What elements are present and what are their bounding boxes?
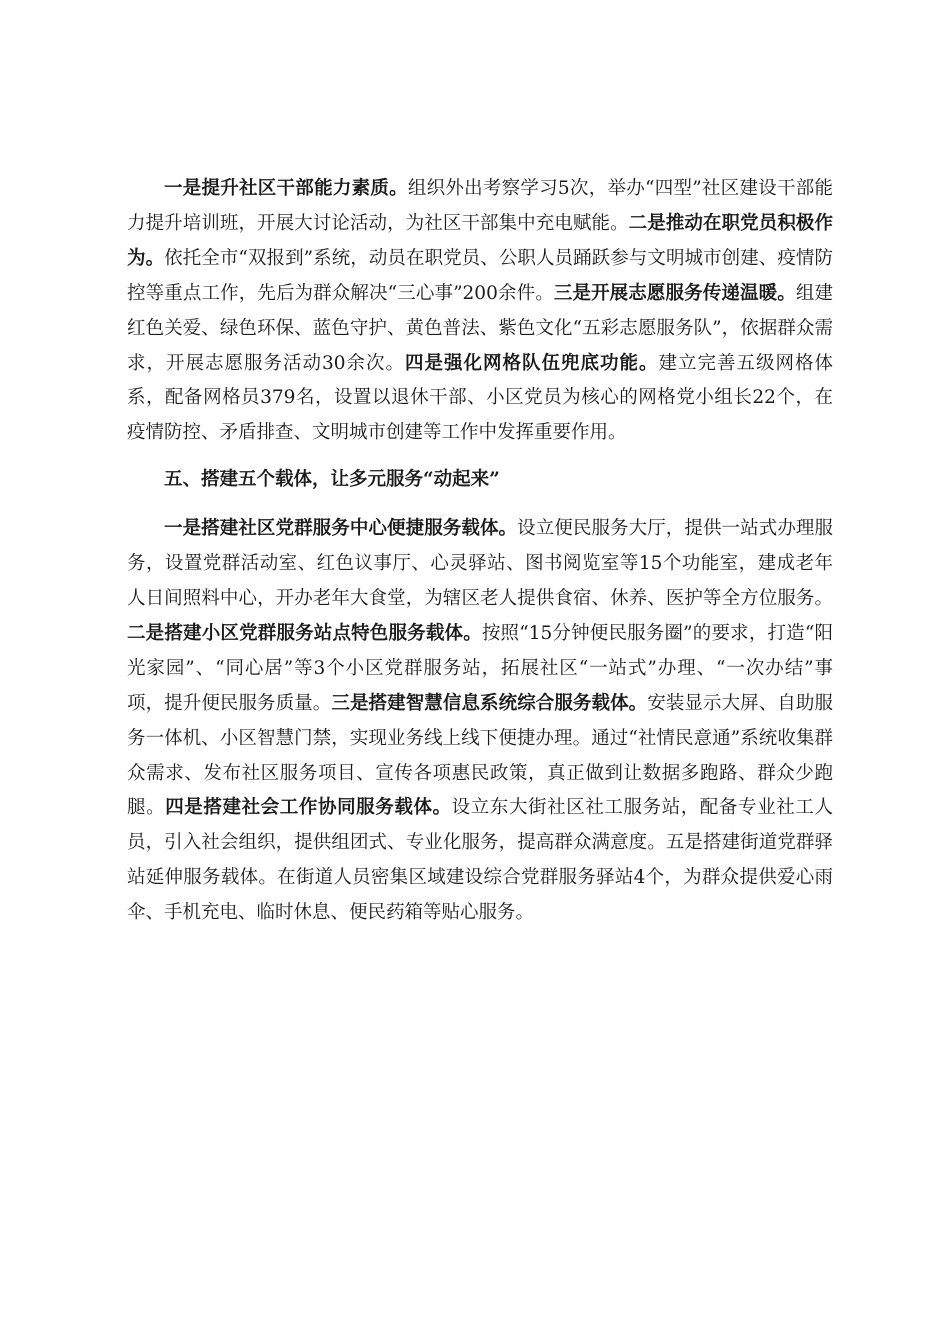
paragraph-service-carriers [127,512,833,931]
point-one-title: 一是提升社区干部能力素质。 [164,178,408,199]
point-four-title: 四是强化网格队伍兜底功能。 [405,352,659,374]
point-two-title: 二是推动在职党员积极作为。 [127,212,833,269]
paragraph-team-building [127,172,833,451]
document-body [127,172,833,931]
carrier-one-title: 一是搭建社区党群服务中心便捷服务载体。 [164,518,518,540]
carrier-two-title: 二是搭建小区党群服务站点特色服务载体。 [127,622,482,644]
point-three-text: 组建红色关爱、绿色环保、蓝色守护、黄色普法、紫色文化“五彩志愿服务队”，依据群众需求，开展志愿服务活动30余次。 [127,282,833,374]
carrier-four-text: 设立东大街社区社工服务站，配备专业社工人员，引入社会组织，提供组团式、专业化服务，提高群众满意度。五是搭建街道党群驿站延伸服务载体。在街道人员密集区域建设综合党群服务驿站4个，为群众提供爱心雨伞、手机充电、临时休息、便民药箱等贴心服务。 [127,797,833,924]
carrier-three-text: 安装显示大屏、自助服务一体机、小区智慧门禁，实现业务线上线下便捷办理。通过“社情民意通”系统收集群众需求、发布社区服务项目、宣传各项惠民政策，真正做到让数据多跑路、群众少跑腿。 [127,692,833,819]
carrier-one-text: 设立便民服务大厅，提供一站式办理服务，设置党群活动室、红色议事厅、心灵驿站、图书阅览室等15个功能室，建成老年人日间照料中心，开办老年大食堂，为辖区老人提供食宿、休养、医护等全方位服务。 [127,518,833,609]
carrier-four-title: 四是搭建社会工作协同服务载体。 [165,797,452,819]
carrier-two-text: 按照“15分钟便民服务圈”的要求，打造“阳光家园”、“同心居”等3个小区党群服务站，拓展社区“一站式”办理、“一次办结”事项，提升便民服务质量。 [127,622,833,714]
section-heading: 五、搭建五个载体，让多元服务“动起来” [164,469,500,491]
point-three-title: 三是开展志愿服务传递温暖。 [553,282,796,304]
point-two-text: 依托全市“双报到”系统，动员在职党员、公职人员踊跃参与文明城市创建、疫情防控等重点工作，先后为群众解决“三心事”200余件。 [127,247,833,304]
point-four-text: 建立完善五级网格体系，配备网格员379名，设置以退休干部、小区党员为核心的网格党小组长22个，在疫情防控、矛盾排查、文明城市创建等工作中发挥重要作用。 [127,352,833,444]
point-one-text: 组织外出考察学习5次，举办“四型”社区建设干部能力提升培训班，开展大讨论活动，为社区干部集中充电赋能。 [127,178,833,234]
carrier-three-title: 三是搭建智慧信息系统综合服务载体。 [331,692,648,714]
